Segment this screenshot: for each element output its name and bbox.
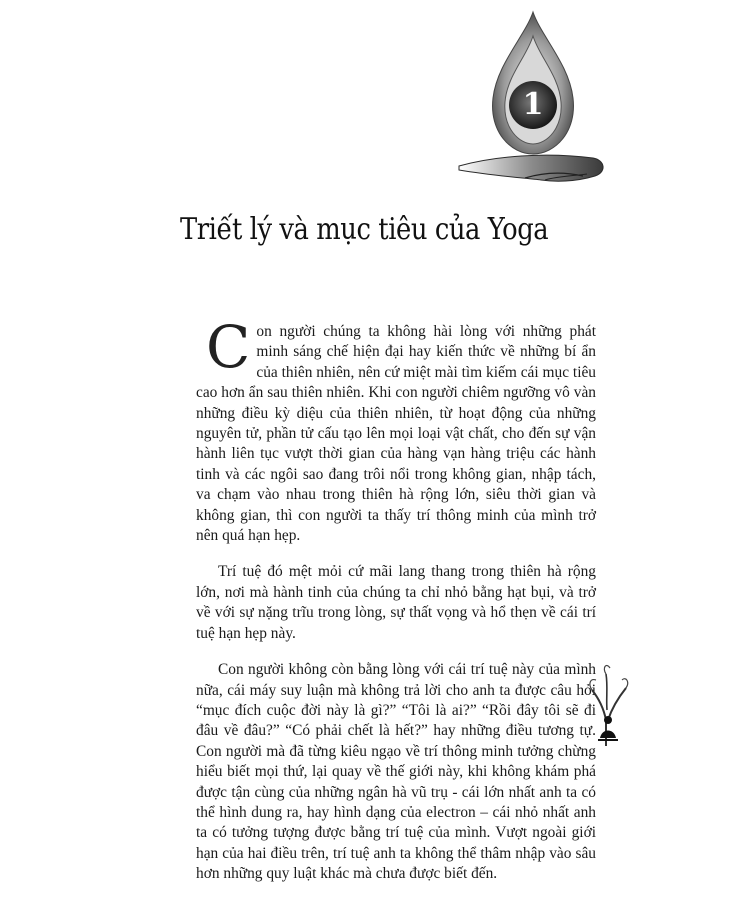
- paragraph-1-text: on người chúng ta không hài lòng với những phát minh sáng chế hiện đại hay kiến thức về những bí ẩn của thiên nhiên, nên cứ miệt mài tìm kiếm cái mục tiêu cao hơn ẩn sau thiên nhiên. Khi con người chiêm ngưỡng vô vàn những điều kỳ diệu của thiên nhiên, từ hoạt động của những nguyên tử, phần tử cấu tạo lên mọi loại vật chất, cho đến sự vận hành liên tục vượt thời gian của hàng vạn hàng triệu các hành tinh và các ngôi sao đang trôi nổi trong không gian, nhập tách, va chạm vào nhau trong thiên hà rộng lớn, siêu thời gian và không gian, thì con người ta thấy trí thông minh của mình trở nên quá hạn hẹp.: [196, 323, 596, 545]
- paragraph-2: Trí tuệ đó mệt mỏi cứ mãi lang thang trong thiên hà rộng lớn, nơi mà hành tinh của chúng ta chỉ nhỏ bằng hạt bụi, và trở về với sự nặng trĩu trong lòng, sự thất vọng và hổ thẹn về cái trí tuệ hạn hẹp này.: [196, 563, 596, 642]
- paragraph-3: Con người không còn bằng lòng với cái trí tuệ này của mình nữa, cái máy suy luận mà không trả lời cho anh ta được câu hỏi “mục đích cuộc đời này là gì?” “Tôi là ai?” “Rồi đây tôi sẽ đi đâu về đâu?” “Có phải chết là hết?” hay những điều tương tự. Con người mà đã từng kiêu ngạo về trí thông minh tưởng chừng hiểu biết mọi thứ, lại quay về thế giới này, khi không khám phá được tận cùng của những ngân hà vũ trụ - cái lớn nhất anh ta có thể hình dung ra, hay hình dạng của electron – cái nhỏ nhất anh ta có tưởng tượng được bằng trí tuệ của mình. Vượt ngoài giới hạn của hai điều trên, trí tuệ anh ta không thể thâm nhập vào sâu hơn những quy luật khác mà chưa được biết đến.: [196, 661, 596, 883]
- chapter-title: Triết lý và mục tiêu của Yoga: [180, 212, 549, 247]
- drop-cap: C: [206, 313, 251, 381]
- chapter-number: 1: [522, 87, 544, 122]
- body-text: [196, 313, 596, 901]
- paragraph-1: [196, 313, 596, 546]
- meditation-tree-icon: [586, 650, 630, 746]
